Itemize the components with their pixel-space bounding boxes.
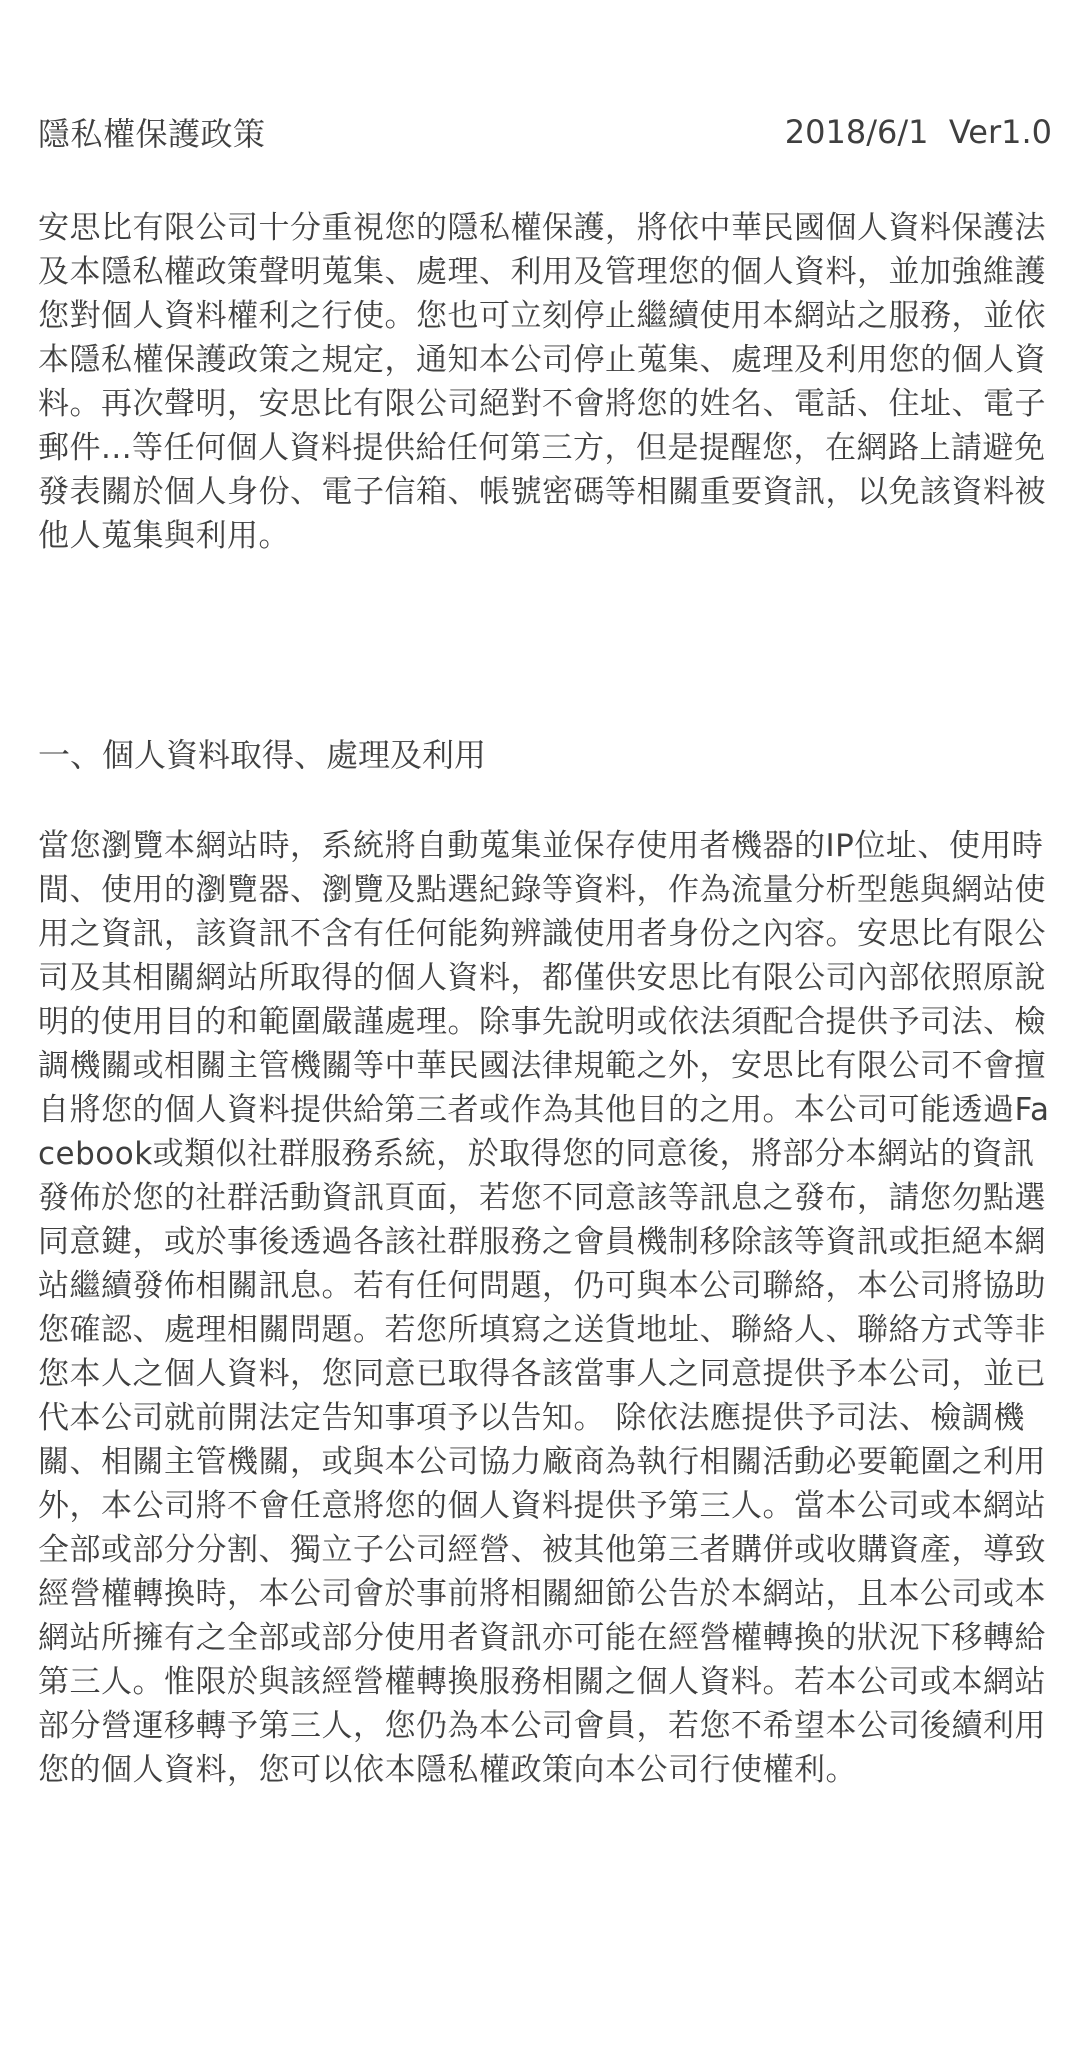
document-header (38, 108, 1052, 156)
document-version: 2018/6/1 Ver1.0 (784, 113, 1052, 151)
document-title: 隱私權保護政策 (38, 115, 266, 153)
section-1-paragraph: 當您瀏覽本網站時，系統將自動蒐集並保存使用者機器的IP位址、使用時間、使用的瀏覽器、瀏覽及點選紀錄等資料，作為流量分析型態與網站使用之資訊，該資訊不含有任何能夠辨識使用者身份之內容。安思比有限公司及其相關網站所取得的個人資料，都僅供安思比有限公司內部依照原說明的使用目的和範圍嚴謹處理。除事先說明或依法須配合提供予司法、檢調機關或相關主管機關等中華民國法律規範之外，安思比有限公司不會擅自將您的個人資料提供給第三者或作為其他目的之用。本公司可能透過Facebook或類似社群服務系統，於取得您的同意後，將部分本網站的資訊發佈於您的社群活動資訊頁面，若您不同意該等訊息之發布，請您勿點選同意鍵，或於事後透過各該社群服務之會員機制移除該等資訊或拒絕本網站繼續發佈相關訊息。若有任何問題，仍可與本公司聯絡，本公司將協助您確認、處理相關問題。若您所填寫之送貨地址、聯絡人、聯絡方式等非您本人之個人資料，您同意已取得各該當事人之同意提供予本公司，並已代本公司就前開法定告知事項予以告知。 除依法應提供予司法、檢調機關、相關主管機關，或與本公司協力廠商為執行相關活動必要範圍之利用外，本公司將不會任意將您的個人資料提供予第三人。當本公司或本網站全部或部分分割、獨立子公司經營、被其他第三者購併或收購資產，導致經營權轉換時，本公司會於事前將相關細節公告於本網站，且本公司或本網站所擁有之全部或部分使用者資訊亦可能在經營權轉換的狀況下移轉給第三人。惟限於與該經營權轉換服務相關之個人資料。若本公司或本網站部分營運移轉予第三人，您仍為本公司會員，若您不希望本公司後續利用您的個人資料，您可以依本隱私權政策向本公司行使權利。 (38, 828, 1050, 1788)
intro-paragraph: 安思比有限公司十分重視您的隱私權保護，將依中華民國個人資料保護法及本隱私權政策聲明蒐集、處理、利用及管理您的個人資料，並加強維護您對個人資料權利之行使。您也可立刻停止繼續使用本網站之服務，並依本隱私權保護政策之規定，通知本公司停止蒐集、處理及利用您的個人資料。再次聲明，安思比有限公司絕對不會將您的姓名、電話、住址、電子郵件...等任何個人資料提供給任何第三方，但是提醒您，在網路上請避免發表關於個人身份、電子信箱、帳號密碼等相關重要資訊，以免該資料被他人蒐集與利用。 (38, 210, 1046, 554)
section-1-heading: 一、個人資料取得、處理及利用 (38, 736, 487, 774)
